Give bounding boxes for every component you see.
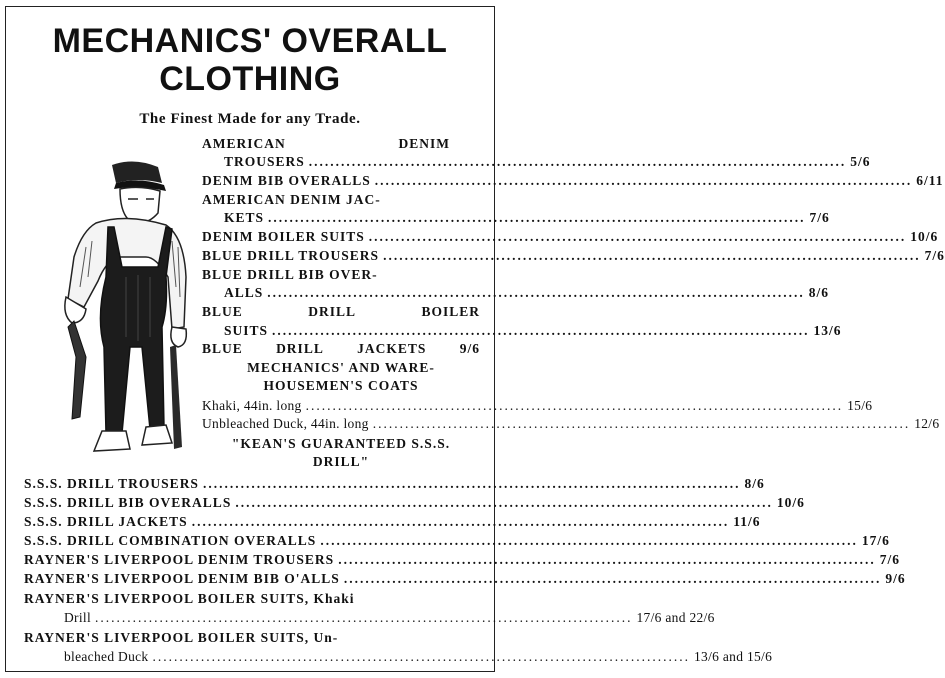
item-sss-drill-combination: [24, 532, 890, 549]
leader-dots: ....................................................................................................: [372, 416, 911, 431]
leader-dots: ....................................................................................................: [235, 495, 773, 510]
keans-heading-line2: DRILL": [312, 454, 370, 469]
leader-dots: ....................................................................................................: [338, 552, 876, 567]
item-rayners-denim-bib: [24, 570, 906, 587]
leader-dots: ....................................................................................................: [191, 514, 730, 529]
text: DRILL: [308, 304, 356, 319]
item-name: DENIM BOILER SUITS: [202, 229, 365, 244]
text: DENIM: [398, 136, 450, 151]
leader-dots: ....................................................................................................: [374, 173, 913, 188]
item-name: S.S.S. DRILL JACKETS: [24, 514, 188, 529]
subtitle: The Finest Made for any Trade.: [139, 111, 361, 127]
item-american-denim-line1: [202, 135, 480, 152]
leader-dots: ....................................................................................................: [308, 154, 847, 169]
item-price: 17/6 and 22/6: [636, 610, 715, 625]
warehousemen-heading-line1: MECHANICS' AND WARE-: [247, 360, 435, 375]
item-name: S.S.S. DRILL COMBINATION OVERALLS: [24, 533, 317, 548]
leader-dots: ....................................................................................................: [268, 210, 806, 225]
item-american-denim-jackets: [202, 209, 830, 226]
item-name: Khaki, 44in. long: [202, 398, 302, 413]
item-blue-drill-bib-overalls: [202, 284, 830, 301]
item-price: 11/6: [733, 514, 761, 529]
item-american-denim-trousers: [202, 153, 871, 170]
item-price: 7/6: [924, 248, 945, 263]
item-name: DENIM BIB OVERALLS: [202, 173, 371, 188]
item-price: 17/6: [861, 533, 890, 548]
leader-dots: ....................................................................................................: [383, 248, 921, 263]
item-blue-drill-boiler-suits: [202, 322, 842, 339]
text: BLUE: [202, 304, 243, 319]
item-price: 5/6: [850, 154, 871, 169]
item-name: Unbleached Duck, 44in. long: [202, 416, 369, 431]
advertisement: [5, 6, 945, 672]
item-sss-drill-jackets: [24, 513, 761, 530]
item-name: BLUE DRILL TROUSERS: [202, 248, 380, 263]
item-blue-drill-boiler-line1: [202, 303, 480, 320]
item-price: 9/6: [459, 341, 480, 356]
item-price: 10/6: [910, 229, 939, 244]
leader-dots: ....................................................................................................: [202, 476, 741, 491]
item-rayners-boiler-khaki: [24, 609, 715, 626]
item-price: 7/6: [809, 210, 830, 225]
headline-line-2: CLOTHING: [159, 60, 341, 98]
item-blue-drill-jackets: [202, 340, 480, 357]
item-name: ALLS: [224, 285, 264, 300]
item-price: 10/6: [776, 495, 805, 510]
item-rayners-boiler-khaki-line1: RAYNER'S LIVERPOOL BOILER SUITS, Khaki: [24, 591, 355, 606]
text: BLUE: [202, 341, 243, 356]
item-khaki: [202, 397, 873, 414]
leader-dots: ....................................................................................................: [267, 285, 805, 300]
item-price: 9/6: [885, 571, 906, 586]
item-blue-drill-trousers: [202, 247, 945, 264]
item-price: 8/6: [744, 476, 765, 491]
leader-dots: ....................................................................................................: [95, 610, 633, 625]
item-price: 6/11: [916, 173, 944, 188]
item-price: 15/6: [847, 398, 873, 413]
mechanic-illustration: [26, 157, 206, 477]
item-name: S.S.S. DRILL TROUSERS: [24, 476, 199, 491]
text: DRILL: [276, 341, 324, 356]
item-blue-drill-bib-line1: BLUE DRILL BIB OVER-: [202, 267, 378, 282]
leader-dots: ....................................................................................................: [368, 229, 907, 244]
leader-dots: ....................................................................................................: [343, 571, 882, 586]
item-name: RAYNER'S LIVERPOOL DENIM BIB O'ALLS: [24, 571, 340, 586]
item-american-denim-jackets-line1: AMERICAN DENIM JAC-: [202, 192, 381, 207]
item-sss-drill-trousers: [24, 475, 765, 492]
leader-dots: ....................................................................................................: [152, 649, 690, 664]
item-price: 13/6: [813, 323, 842, 338]
item-name: RAYNER'S LIVERPOOL DENIM TROUSERS: [24, 552, 335, 567]
item-name: S.S.S. DRILL BIB OVERALLS: [24, 495, 232, 510]
text: JACKETS: [357, 341, 427, 356]
item-rayners-denim-trousers: [24, 551, 900, 568]
item-name: bleached Duck: [64, 649, 149, 664]
keans-heading-line1: "KEAN'S GUARANTEED S.S.S.: [231, 436, 451, 451]
text: BOILER: [421, 304, 480, 319]
item-price: 7/6: [879, 552, 900, 567]
item-sss-drill-bib-overalls: [24, 494, 805, 511]
headline-line-1: MECHANICS' OVERALL: [52, 22, 448, 60]
warehousemen-heading-line2: HOUSEMEN'S COATS: [263, 378, 419, 393]
text: AMERICAN: [202, 136, 286, 151]
item-name: KETS: [224, 210, 265, 225]
item-unbleached-duck: [202, 415, 940, 432]
item-price: 12/6: [914, 416, 940, 431]
leader-dots: ....................................................................................................: [320, 533, 858, 548]
item-name: TROUSERS: [224, 154, 305, 169]
item-denim-bib-overalls: [202, 172, 944, 189]
item-rayners-boiler-unbleached-line1: RAYNER'S LIVERPOOL BOILER SUITS, Un-: [24, 630, 339, 645]
leader-dots: ....................................................................................................: [272, 323, 810, 338]
item-rayners-boiler-unbleached: [24, 648, 773, 665]
leader-dots: ....................................................................................................: [305, 398, 844, 413]
item-price: 13/6 and 15/6: [694, 649, 773, 664]
item-name: SUITS: [224, 323, 269, 338]
item-name: Drill: [64, 610, 91, 625]
item-price: 8/6: [808, 285, 830, 300]
item-denim-boiler-suits: [202, 228, 939, 245]
